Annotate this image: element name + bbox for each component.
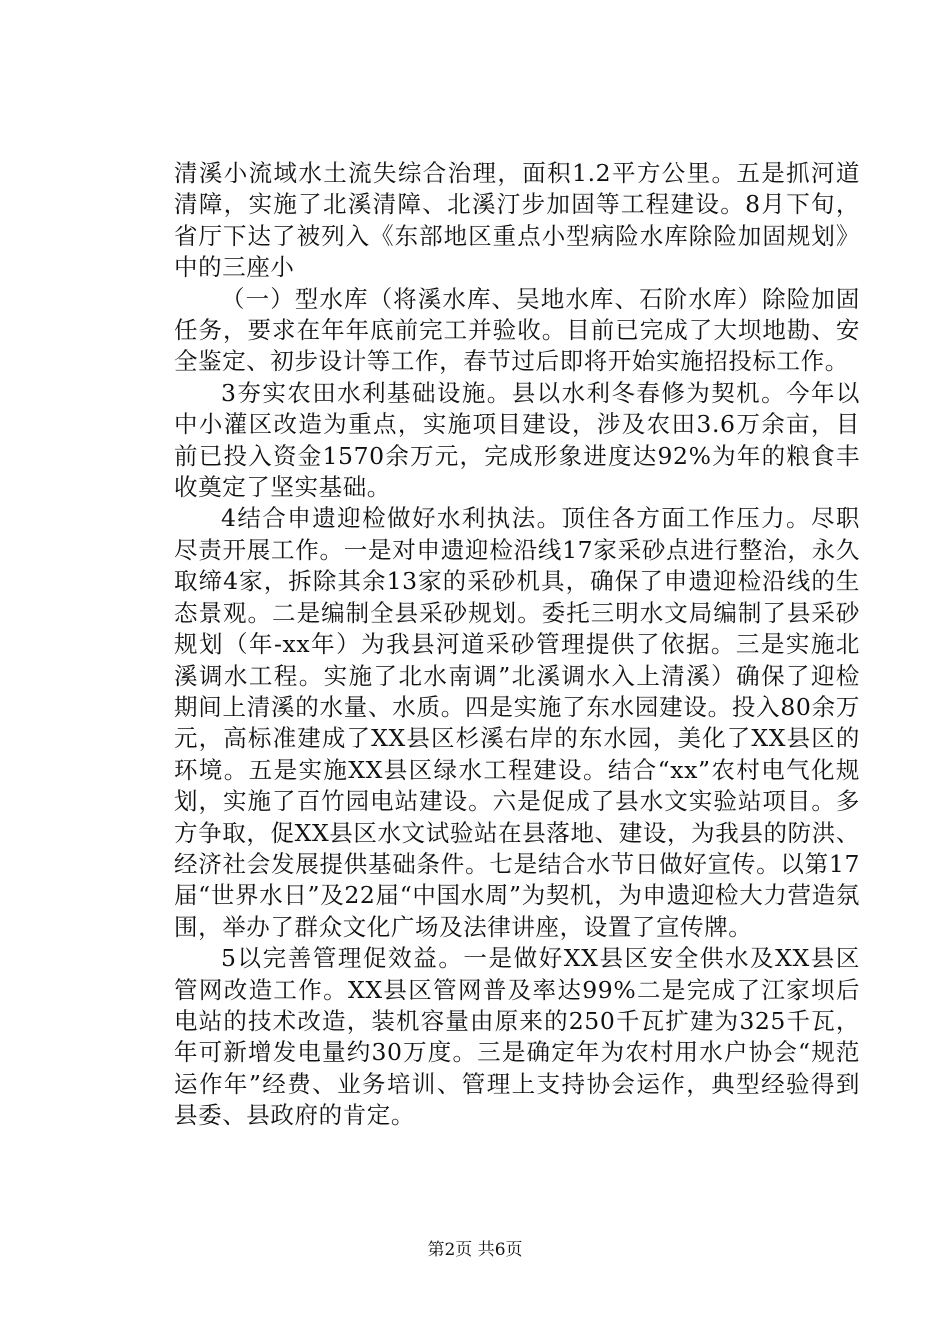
paragraph-water-law-enforcement: 4结合申遗迎检做好水利执法。顶住各方面工作压力。尽职尽责开展工作。一是对申遗迎检沿线17家采砂点进行整治，永久取缔4家，拆除其余13家的采砂机具，确保了申遗迎检沿线的生态景观。二是编制全县采砂规划。委托三明水文局编制了县采砂规划（年-xx年）为我县河道采砂管理提供了依据。三是实施北溪调水工程。实施了北水南调”北溪调水入上清溪）确保了迎检期间上清溪的水量、水质。四是实施了东水园建设。投入80余万元，高标准建成了XX县区杉溪右岸的东水园，美化了XX县区的环境。五是实施XX县区绿水工程建设。结合“xx”农村电气化规划，实施了百竹园电站建设。六是促成了县水文实验站项目。多方争取，促XX县区水文试验站在县落地、建设，为我县的防洪、经济社会发展提供基础条件。七是结合水节日做好宣传。以第17届“世界水日”及22届“中国水周”为契机，为申遗迎检大力营造氛围，举办了群众文化广场及法律讲座，设置了宣传牌。 [174,504,860,941]
document-body [174,158,860,1132]
paragraph-continued: 清溪小流域水土流失综合治理，面积1.2平方公里。五是抓河道清障，实施了北溪清障、北溪汀步加固等工程建设。8月下旬，省厅下达了被列入《东部地区重点小型病险水库除险加固规划》中的三座小 [174,159,860,282]
page-footer [0,1240,950,1260]
paragraph-management-efficiency: 5以完善管理促效益。一是做好XX县区安全供水及XX县区管网改造工作。XX县区管网普及率达99%二是完成了江家坝后电站的技术改造，装机容量由原来的250千瓦扩建为325千瓦，年可新增发电量约30万度。三是确定年为农村用水户协会“规范运作年”经费、业务培训、管理上支持协会运作，典型经验得到县委、县政府的肯定。 [174,944,860,1130]
paragraph-farmland-infrastructure: 3夯实农田水利基础设施。县以水利冬春修为契机。今年以中小灌区改造为重点，实施项目建设，涉及农田3.6万余亩，目前已投入资金1570余万元，完成形象进度达92%为年的粮食丰收奠定了坚实基础。 [174,378,860,502]
paragraph-reservoir-reinforcement: （一）型水库（将溪水库、吴地水库、石阶水库）除险加固任务，要求在年年底前完工并验收。目前已完成了大坝地勘、安全鉴定、初步设计等工作，春节过后即将开始实施招投标工作。 [174,284,860,376]
page-number-label: 第2页 共6页 [427,1240,523,1260]
